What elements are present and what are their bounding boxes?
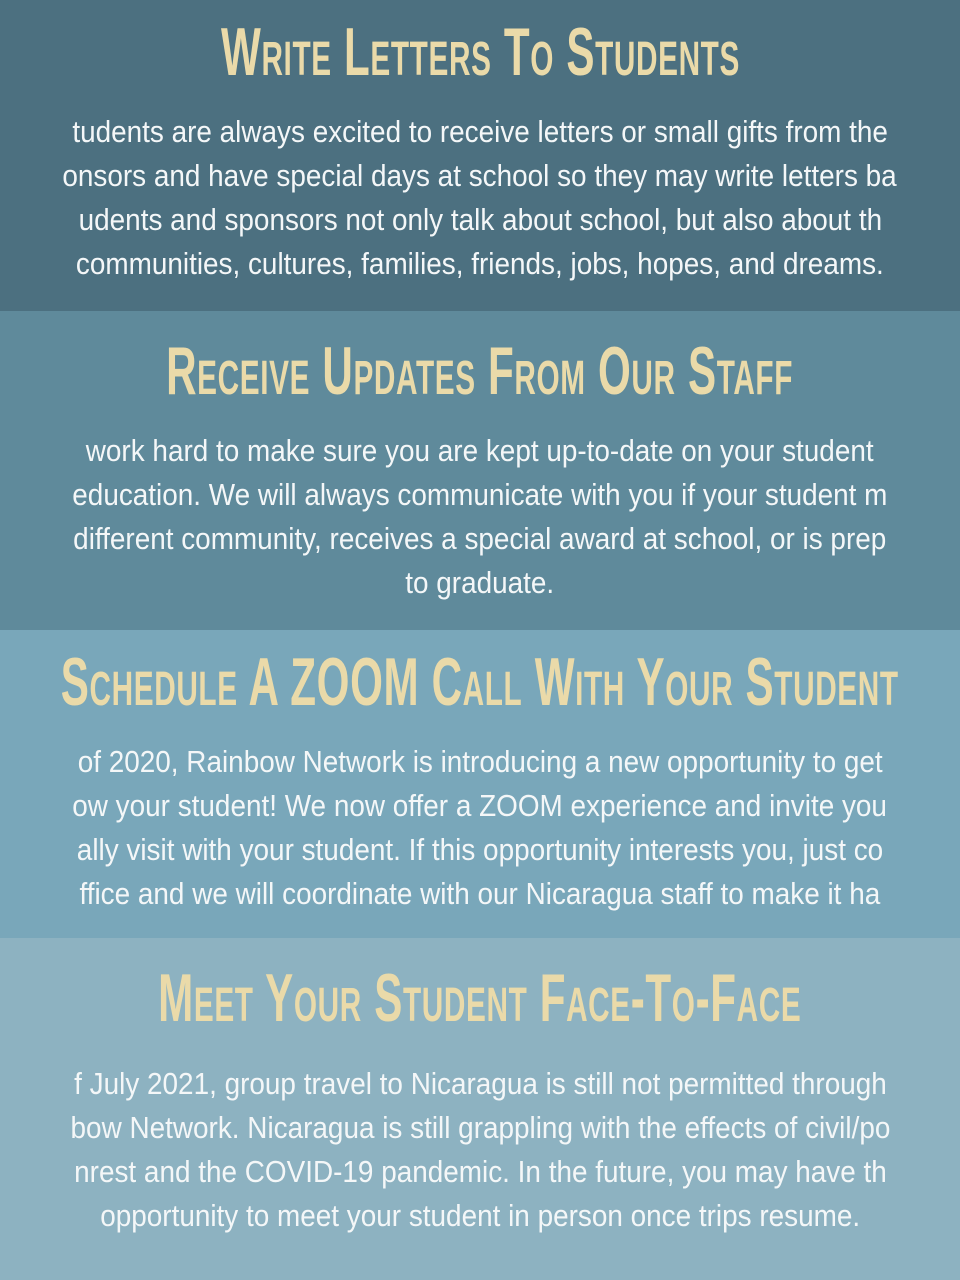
body-line: f July 2021, group travel to Nicaragua is still not permitted through — [73, 1066, 887, 1101]
section-zoom-call — [0, 630, 960, 938]
section-heading-write-letters: Write Letters To Students — [220, 14, 740, 90]
body-line: opportunity to meet your student in person once trips resume. — [100, 1198, 860, 1233]
body-line: of 2020, Rainbow Network is introducing a new opportunity to get — [77, 744, 883, 779]
section-face-to-face — [0, 938, 960, 1280]
body-line: onsors and have special days at school so they may write letters ba — [62, 158, 898, 193]
body-line: tudents are always excited to receive letters or small gifts from the — [72, 114, 888, 149]
body-line: ffice and we will coordinate with our Nicaragua staff to make it ha — [79, 876, 881, 911]
body-line: work hard to make sure you are kept up-to-date on your student — [86, 433, 874, 468]
body-line: bow Network. Nicaragua is still grappling with the effects of civil/po — [70, 1110, 890, 1145]
section-body-write-letters — [16, 110, 943, 286]
body-line: udents and sponsors not only talk about school, but also about th — [78, 202, 882, 237]
body-line: different community, receives a special award at school, or is prep — [73, 521, 887, 556]
section-write-letters — [0, 0, 960, 311]
section-body-face-to-face — [25, 1062, 936, 1238]
body-line: ally visit with your student. If this opportunity interests you, just co — [76, 832, 884, 867]
section-receive-updates — [0, 311, 960, 630]
body-line: communities, cultures, families, friends, jobs, hopes, and dreams. — [76, 246, 884, 281]
section-body-zoom-call — [27, 740, 932, 916]
section-body-receive-updates — [27, 429, 933, 605]
body-line: to graduate. — [405, 565, 555, 600]
section-heading-zoom-call: Schedule A ZOOM Call With Your Student — [61, 644, 899, 720]
section-heading-face-to-face: Meet Your Student Face-To-Face — [158, 960, 802, 1036]
body-line: ow your student! We now offer a ZOOM experience and invite you — [72, 788, 888, 823]
body-line: nrest and the COVID-19 pandemic. In the future, you may have th — [73, 1154, 887, 1189]
section-heading-receive-updates: Receive Updates From Our Staff — [166, 333, 794, 409]
body-line: education. We will always communicate with you if your student m — [72, 477, 888, 512]
